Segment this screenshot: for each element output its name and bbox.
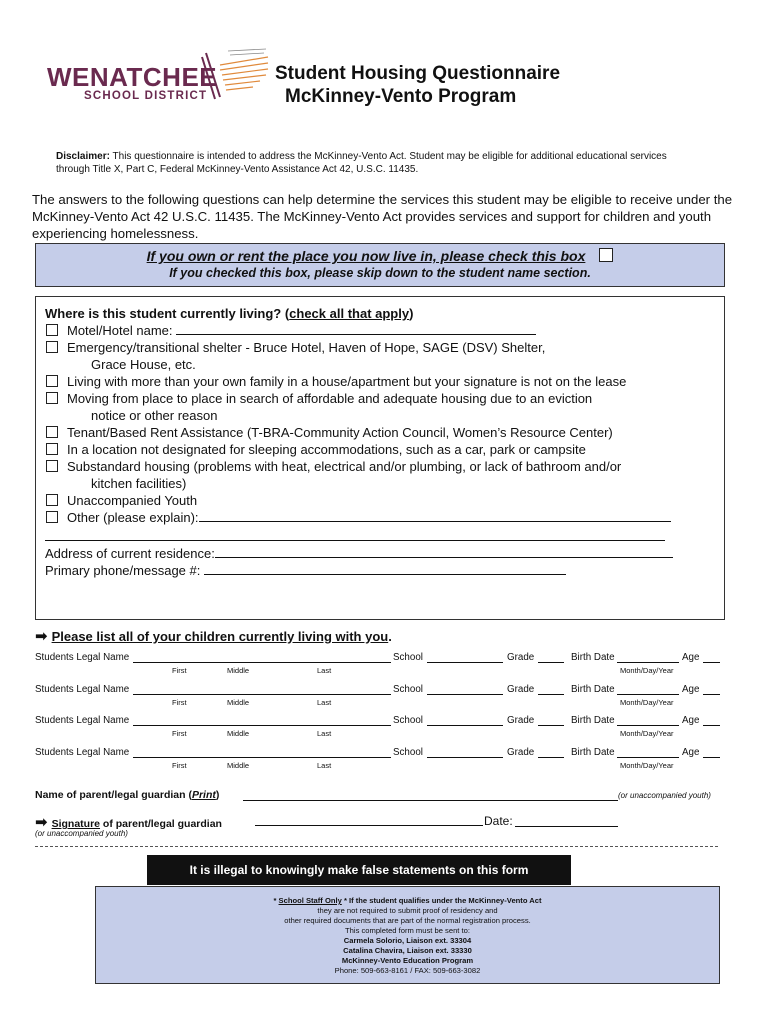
birth-date-field[interactable]: [617, 694, 679, 695]
children-heading-end: .: [388, 629, 392, 644]
children-heading-text: Please list all of your children currently living with you: [51, 629, 389, 644]
staff-line-1: * If the student qualifies under the McKinney-Vento Act: [341, 896, 542, 905]
age-field[interactable]: [703, 725, 720, 726]
option-doubled-up[interactable]: [46, 373, 626, 390]
phone-field[interactable]: [204, 562, 566, 575]
age-label: Age: [682, 747, 700, 758]
staff-line-4: This completed form must be sent to:: [345, 926, 470, 935]
option-label: Unaccompanied Youth: [67, 493, 198, 508]
staff-only-box: [95, 886, 720, 984]
birth-date-field[interactable]: [617, 757, 679, 758]
signature-label: Signature: [51, 818, 101, 830]
contact-phone-fax: Phone: 509-663-8161 / FAX: 509-663-3082: [334, 966, 481, 975]
arrow-right-icon: ➡: [35, 628, 48, 645]
age-label: Age: [682, 715, 700, 726]
school-field[interactable]: [427, 694, 503, 695]
legal-name-field[interactable]: [133, 757, 391, 758]
birth-date-field[interactable]: [617, 662, 679, 663]
option-shelter[interactable]: [46, 339, 545, 356]
signature-label-rest: of parent/legal guardian: [100, 818, 222, 830]
first-label: First: [172, 729, 187, 738]
option-label: Living with more than your own family in a house/apartment but your signature is not on the lease: [67, 374, 627, 389]
option-checkbox[interactable]: [46, 460, 58, 472]
grade-label: Grade: [507, 715, 535, 726]
check-all-note: check all that apply: [289, 306, 410, 321]
school-label: School: [393, 715, 423, 726]
address-label: Address of current residence:: [45, 546, 215, 561]
option-not-designated[interactable]: [46, 441, 586, 458]
child-row-3: [35, 715, 735, 745]
living-question-text: Where is this student currently living? (: [45, 306, 290, 321]
form-title-line2: McKinney-Vento Program: [285, 86, 517, 107]
option-checkbox[interactable]: [46, 426, 58, 438]
form-title: [275, 62, 560, 108]
option-label: Tenant/Based Rent Assistance (T-BRA-Community Action Council, Women’s Resource Center): [67, 425, 613, 440]
arrow-right-icon: ➡: [35, 814, 48, 831]
staff-line-2: they are not required to submit proof of residency and: [317, 906, 498, 915]
liaison-2: Catalina Chavira, Liaison ext. 33330: [343, 946, 472, 955]
middle-label: Middle: [227, 729, 250, 738]
child-row-2: [35, 684, 735, 714]
living-question: [45, 305, 413, 322]
guardian-unaccompanied-note: (or unaccompanied youth): [618, 791, 711, 800]
option-unaccompanied[interactable]: [46, 492, 197, 509]
age-field[interactable]: [703, 757, 720, 758]
legal-name-label: Students Legal Name: [35, 715, 130, 726]
apple-logo-icon: [198, 45, 273, 105]
school-field[interactable]: [427, 662, 503, 663]
signature-field[interactable]: [255, 825, 483, 826]
guardian-name-label-end: ): [215, 789, 220, 801]
option-other[interactable]: [46, 509, 671, 526]
divider: [35, 846, 718, 847]
birth-date-field[interactable]: [617, 725, 679, 726]
option-tbra[interactable]: [46, 424, 613, 441]
first-label: First: [172, 761, 187, 770]
own-rent-instruction: [36, 248, 724, 264]
first-label: First: [172, 698, 187, 707]
age-field[interactable]: [703, 662, 720, 663]
staff-star: *: [273, 896, 279, 905]
option-checkbox[interactable]: [46, 341, 58, 353]
middle-label: Middle: [227, 666, 250, 675]
option-moving-cont: notice or other reason: [91, 408, 218, 423]
legal-name-field[interactable]: [133, 694, 391, 695]
date-field[interactable]: [515, 826, 618, 827]
disclaimer-text: This questionnaire is intended to address the McKinney-Vento Act. Student may be eligible for additional educational services through Title X, Part C, Federal McKinney-Vento Assistance Act 42, U.S.C. 11435.: [56, 151, 667, 175]
option-label: Emergency/transitional shelter - Bruce Hotel, Haven of Hope, SAGE (DSV) Shelter,: [67, 340, 546, 355]
option-checkbox[interactable]: [46, 443, 58, 455]
staff-only-label: School Staff Only: [278, 896, 342, 905]
guardian-name-row: [35, 789, 219, 801]
birth-date-label: Birth Date: [571, 747, 615, 758]
intro-paragraph: The answers to the following questions can help determine the services this student may be eligible to receive under the McKinney-Vento Act 42 U.S.C. 11435. The McKinney-Vento Act provides services and support for children and youth experiencing homelessness.: [32, 192, 733, 241]
last-label: Last: [317, 698, 332, 707]
guardian-name-field[interactable]: [243, 800, 618, 801]
grade-label: Grade: [507, 652, 535, 663]
age-field[interactable]: [703, 694, 720, 695]
middle-label: Middle: [227, 761, 250, 770]
legal-name-field[interactable]: [133, 725, 391, 726]
other-explain-field-2[interactable]: [45, 540, 665, 541]
phone-label: Primary phone/message #:: [45, 563, 201, 578]
grade-field[interactable]: [538, 694, 564, 695]
own-rent-text: If you own or rent the place you now live in, please check this box: [146, 248, 586, 264]
signature-unaccompanied-note: (or unaccompanied youth): [35, 829, 128, 838]
option-label: Substandard housing (problems with heat, electrical and/or plumbing, or lack of bathroom and/or: [67, 459, 622, 474]
first-label: First: [172, 666, 187, 675]
option-substandard-cont: kitchen facilities): [91, 476, 187, 491]
option-checkbox[interactable]: [46, 324, 58, 336]
disclaimer-label: Disclaimer:: [56, 151, 110, 162]
own-rent-checkbox[interactable]: [599, 248, 613, 262]
school-field[interactable]: [427, 725, 503, 726]
program-name: McKinney-Vento Education Program: [341, 956, 474, 965]
option-label: Motel/Hotel name:: [67, 323, 173, 338]
own-rent-skip-note: If you checked this box, please skip down to the student name section.: [169, 266, 591, 280]
living-question-end: ): [409, 306, 414, 321]
mdy-label: Month/Day/Year: [620, 698, 674, 707]
phone-row: [45, 562, 566, 579]
child-row-4: [35, 747, 735, 777]
print-note: Print: [191, 789, 216, 801]
district-logo-wordmark: WENATCHEE: [47, 62, 218, 92]
legal-name-label: Students Legal Name: [35, 652, 130, 663]
last-label: Last: [317, 666, 332, 675]
birth-date-label: Birth Date: [571, 652, 615, 663]
middle-label: Middle: [227, 698, 250, 707]
date-label: Date:: [484, 814, 513, 828]
legal-name-label: Students Legal Name: [35, 747, 130, 758]
last-label: Last: [317, 729, 332, 738]
option-label: Moving from place to place in search of affordable and adequate housing due to an eviction: [67, 391, 593, 406]
grade-field[interactable]: [538, 662, 564, 663]
school-label: School: [393, 747, 423, 758]
liaison-1: Carmela Solorio, Liaison ext. 33304: [343, 936, 472, 945]
school-label: School: [393, 652, 423, 663]
option-shelter-cont: Grace House, etc.: [91, 357, 196, 372]
motel-name-field[interactable]: [176, 322, 536, 335]
other-explain-field[interactable]: [199, 509, 671, 522]
age-label: Age: [682, 652, 700, 663]
own-rent-box: [35, 243, 725, 287]
option-checkbox[interactable]: [46, 392, 58, 404]
grade-label: Grade: [507, 747, 535, 758]
mdy-label: Month/Day/Year: [620, 729, 674, 738]
option-label: Other (please explain):: [67, 510, 199, 525]
address-row: [45, 545, 673, 562]
age-label: Age: [682, 684, 700, 695]
grade-field[interactable]: [538, 757, 564, 758]
grade-field[interactable]: [538, 725, 564, 726]
option-label: In a location not designated for sleeping accommodations, such as a car, park or campsite: [67, 442, 586, 457]
school-label: School: [393, 684, 423, 695]
option-checkbox[interactable]: [46, 494, 58, 506]
guardian-name-label: Name of parent/legal guardian (: [35, 789, 192, 801]
option-checkbox[interactable]: [46, 511, 58, 523]
option-substandard[interactable]: [46, 458, 621, 475]
birth-date-label: Birth Date: [571, 684, 615, 695]
mdy-label: Month/Day/Year: [620, 761, 674, 770]
legal-name-field[interactable]: [133, 662, 391, 663]
children-heading: [35, 627, 392, 645]
birth-date-label: Birth Date: [571, 715, 615, 726]
false-statement-warning: It is illegal to knowingly make false statements on this form: [147, 855, 571, 885]
form-title-line1: Student Housing Questionnaire: [275, 63, 561, 84]
legal-name-label: Students Legal Name: [35, 684, 130, 695]
mdy-label: Month/Day/Year: [620, 666, 674, 675]
option-moving[interactable]: [46, 390, 592, 407]
option-checkbox[interactable]: [46, 375, 58, 387]
option-motel[interactable]: [46, 322, 536, 339]
grade-label: Grade: [507, 684, 535, 695]
school-field[interactable]: [427, 757, 503, 758]
district-logo-subtitle: SCHOOL DISTRICT: [84, 90, 208, 102]
staff-only-line: [96, 896, 719, 906]
last-label: Last: [317, 761, 332, 770]
disclaimer: [56, 150, 696, 176]
address-field[interactable]: [215, 545, 673, 558]
child-row-1: [35, 652, 735, 682]
staff-line-3: other required documents that are part of the normal registration process.: [284, 916, 531, 925]
